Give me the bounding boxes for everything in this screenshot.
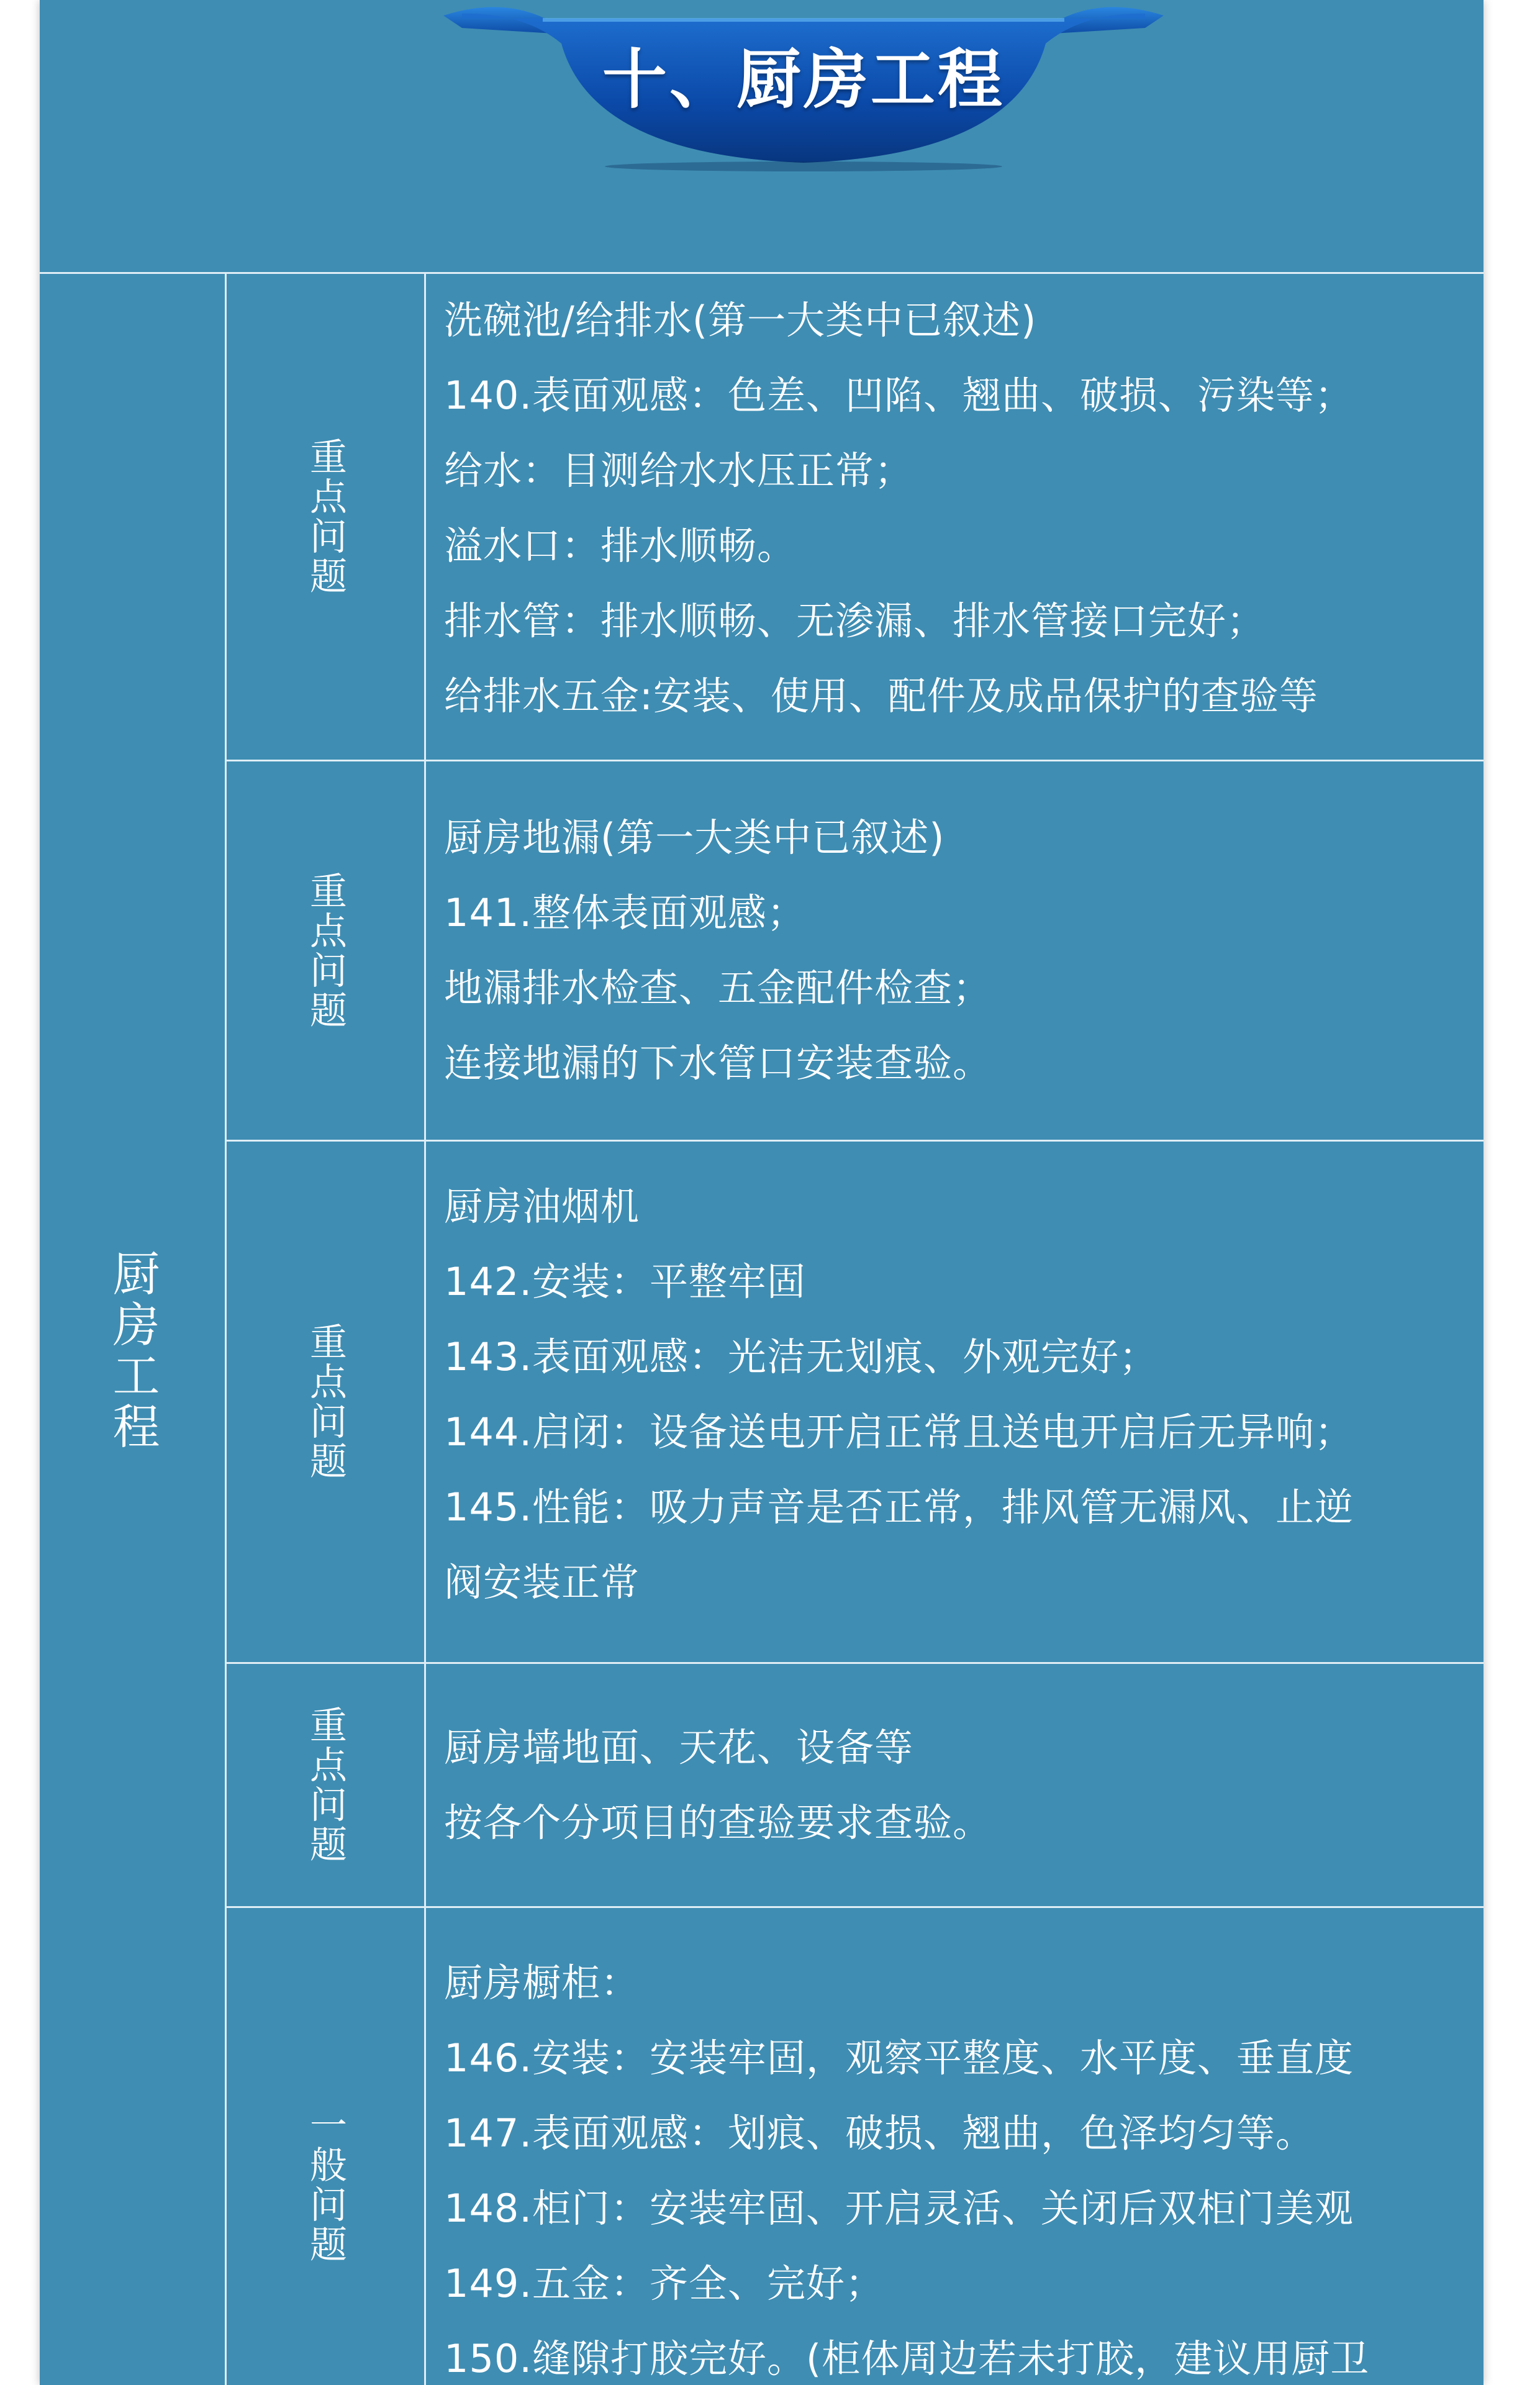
content-line: 洗碗池/给排水(第一大类中已叙述)	[444, 298, 1037, 343]
content-line: 149.五金：齐全、完好；	[444, 2261, 885, 2306]
row-content	[444, 1710, 1459, 1860]
row-category-cell	[227, 1908, 426, 2385]
row-category-label: 重点问题	[304, 871, 347, 1030]
row-category-label: 一般问题	[304, 2105, 347, 2265]
content-line: 排水管：排水顺畅、无渗漏、排水管接口完好；	[444, 598, 1266, 643]
content-line: 地漏排水检查、五金配件检查；	[444, 965, 992, 1011]
group-cell	[40, 274, 227, 2385]
content-line: 给排水五金:安装、使用、配件及成品保护的查验等	[444, 673, 1318, 719]
row-content	[444, 800, 1459, 1101]
table-row	[227, 1664, 1483, 1908]
inspection-table	[40, 272, 1483, 2385]
table-row	[227, 1142, 1483, 1664]
group-label: 厨房工程	[105, 1248, 160, 1453]
content-line: 连接地漏的下水管口安装查验。	[444, 1040, 992, 1086]
content-line: 143.表面观感：光洁无划痕、外观完好；	[444, 1334, 1159, 1379]
content-line: 147.表面观感：划痕、破损、翘曲，色泽均匀等。	[444, 2110, 1315, 2156]
table-row	[227, 761, 1483, 1142]
row-category-label: 重点问题	[304, 1706, 347, 1865]
content-line: 溢水口：排水顺畅。	[444, 523, 797, 568]
content-line: 厨房橱柜：	[444, 1960, 640, 2006]
content-line: 148.柜门：安装牢固、开启灵活、关闭后双柜门美观	[444, 2186, 1354, 2231]
row-category-cell	[227, 274, 426, 760]
content-line: 140.表面观感：色差、凹陷、翘曲、破损、污染等；	[444, 373, 1354, 418]
row-category-cell	[227, 1142, 426, 1662]
row-category-cell	[227, 1664, 426, 1906]
row-category-cell	[227, 761, 426, 1140]
content-line: 阀安装正常	[444, 1560, 640, 1605]
row-content	[444, 283, 1459, 734]
row-content	[444, 1945, 1459, 2385]
section-title: 十、厨房工程	[602, 42, 1005, 117]
content-panel	[40, 0, 1483, 2385]
row-category-label: 重点问题	[304, 1322, 347, 1481]
section-banner	[419, 0, 1189, 180]
row-category-label: 重点问题	[304, 437, 347, 596]
content-line: 给水：目测给水水压正常；	[444, 448, 914, 493]
content-line: 142.安装：平整牢固	[444, 1259, 807, 1304]
table-row	[227, 1908, 1483, 2385]
row-content	[444, 1169, 1459, 1620]
content-line: 厨房油烟机	[444, 1184, 640, 1229]
content-line: 厨房墙地面、天花、设备等	[444, 1725, 914, 1770]
content-line: 145.性能：吸力声音是否正常，排风管无漏风、止逆	[444, 1484, 1354, 1530]
content-line: 150.缝隙打胶完好。(柜体周边若未打胶，建议用厨卫	[444, 2336, 1370, 2381]
table-row	[227, 274, 1483, 761]
content-line: 141.整体表面观感；	[444, 890, 807, 935]
content-line: 按各个分项目的查验要求查验。	[444, 1800, 992, 1845]
content-line: 146.安装：安装牢固，观察平整度、水平度、垂直度	[444, 2035, 1354, 2081]
content-line: 144.启闭：设备送电开启正常且送电开启后无异响；	[444, 1409, 1354, 1455]
content-line: 厨房地漏(第一大类中已叙述)	[444, 815, 945, 860]
